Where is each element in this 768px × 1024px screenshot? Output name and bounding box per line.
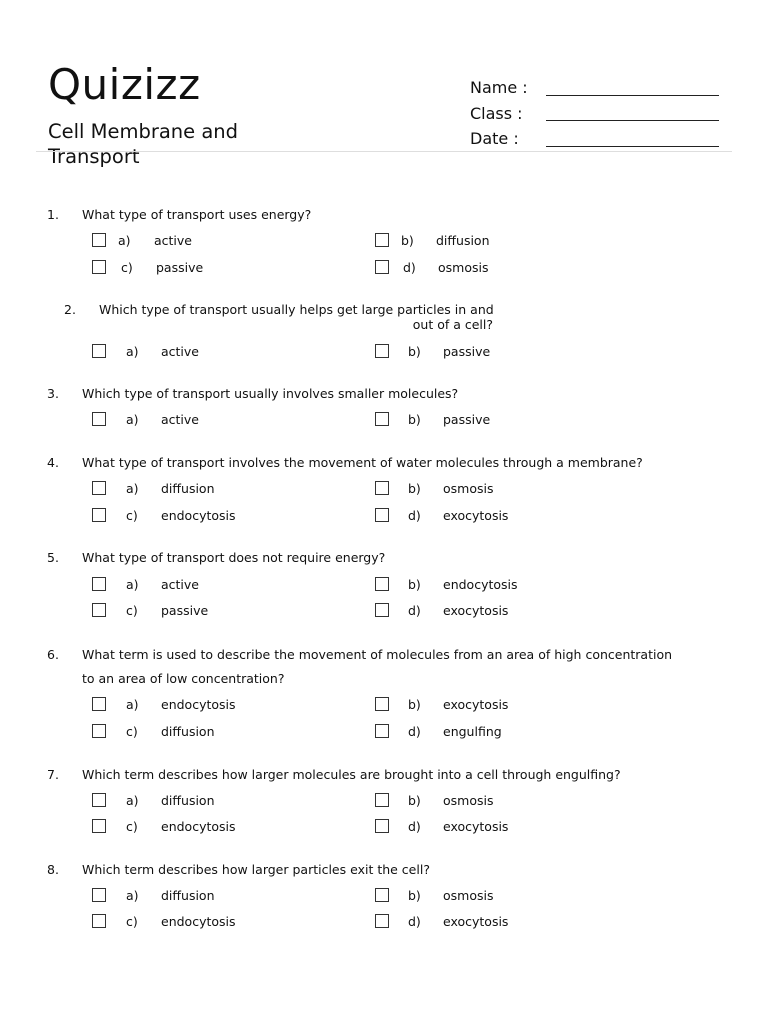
option-letter: b) xyxy=(408,697,421,712)
option-text: diffusion xyxy=(436,233,490,248)
option-text: exocytosis xyxy=(443,697,509,712)
question-text: What type of transport does not require energy? xyxy=(82,550,386,565)
question-text-line-2: out of a cell? xyxy=(412,317,493,332)
option-letter: a) xyxy=(126,481,139,496)
checkbox[interactable] xyxy=(92,724,106,738)
question-number: 8. xyxy=(47,862,59,877)
option-text: endocytosis xyxy=(161,508,236,523)
quiz-title: Cell Membrane and Transport xyxy=(48,120,239,168)
checkbox[interactable] xyxy=(375,233,389,247)
checkbox[interactable] xyxy=(92,793,106,807)
checkbox[interactable] xyxy=(375,508,389,522)
checkbox[interactable] xyxy=(375,697,389,711)
question-number: 6. xyxy=(47,647,59,662)
option-letter: d) xyxy=(408,914,421,929)
option-text: diffusion xyxy=(161,888,215,903)
question-text-line-1: Which type of transport usually helps get large particles in and xyxy=(99,302,494,317)
option-text: diffusion xyxy=(161,724,215,739)
option-text: endocytosis xyxy=(161,819,236,834)
option-text: diffusion xyxy=(161,481,215,496)
question-number: 4. xyxy=(47,455,59,470)
checkbox[interactable] xyxy=(92,603,106,617)
option-text: engulfing xyxy=(443,724,502,739)
option-text: diffusion xyxy=(161,793,215,808)
checkbox[interactable] xyxy=(375,819,389,833)
option-letter: b) xyxy=(408,412,421,427)
question-text-line-1: What term is used to describe the movement of molecules from an area of high concentration xyxy=(82,647,673,662)
option-letter: a) xyxy=(126,412,139,427)
checkbox[interactable] xyxy=(375,481,389,495)
option-letter: a) xyxy=(126,577,139,592)
option-letter: b) xyxy=(408,577,421,592)
checkbox[interactable] xyxy=(375,344,389,358)
question-number: 2. xyxy=(64,302,76,317)
option-letter: b) xyxy=(408,344,421,359)
checkbox[interactable] xyxy=(92,481,106,495)
option-letter: a) xyxy=(118,233,131,248)
option-letter: a) xyxy=(126,344,139,359)
question-text: What type of transport involves the movement of water molecules through a membrane? xyxy=(82,455,643,470)
option-text: active xyxy=(161,577,199,592)
option-letter: b) xyxy=(401,233,414,248)
question-number: 1. xyxy=(47,207,59,222)
question-text: Which type of transport usually involves smaller molecules? xyxy=(82,386,459,401)
checkbox[interactable] xyxy=(92,233,106,247)
question-number: 3. xyxy=(47,386,59,401)
name-label: Name : xyxy=(470,78,528,97)
option-text: passive xyxy=(443,344,491,359)
class-label: Class : xyxy=(470,104,523,123)
checkbox[interactable] xyxy=(375,793,389,807)
option-letter: b) xyxy=(408,888,421,903)
option-letter: c) xyxy=(126,724,138,739)
checkbox[interactable] xyxy=(375,888,389,902)
checkbox[interactable] xyxy=(92,344,106,358)
option-letter: c) xyxy=(126,914,138,929)
option-letter: b) xyxy=(408,481,421,496)
checkbox[interactable] xyxy=(92,508,106,522)
question-text: Which term describes how larger molecules are brought into a cell through engulfing? xyxy=(82,767,621,782)
checkbox[interactable] xyxy=(92,260,106,274)
checkbox[interactable] xyxy=(375,260,389,274)
option-text: osmosis xyxy=(443,888,494,903)
option-text: endocytosis xyxy=(161,914,236,929)
checkbox[interactable] xyxy=(92,819,106,833)
checkbox[interactable] xyxy=(375,724,389,738)
checkbox[interactable] xyxy=(92,697,106,711)
option-letter: d) xyxy=(408,819,421,834)
option-letter: a) xyxy=(126,697,139,712)
option-text: active xyxy=(161,412,199,427)
checkbox[interactable] xyxy=(92,577,106,591)
question-text-line-2: to an area of low concentration? xyxy=(82,671,285,686)
option-letter: a) xyxy=(126,793,139,808)
option-text: passive xyxy=(161,603,209,618)
option-text: exocytosis xyxy=(443,508,509,523)
option-text: endocytosis xyxy=(161,697,236,712)
checkbox[interactable] xyxy=(375,412,389,426)
option-letter: c) xyxy=(126,508,138,523)
option-text: endocytosis xyxy=(443,577,518,592)
checkbox[interactable] xyxy=(375,603,389,617)
option-text: osmosis xyxy=(438,260,489,275)
option-text: active xyxy=(154,233,192,248)
date-label: Date : xyxy=(470,129,519,148)
option-text: passive xyxy=(156,260,204,275)
option-text: exocytosis xyxy=(443,819,509,834)
option-letter: d) xyxy=(408,724,421,739)
question-number: 7. xyxy=(47,767,59,782)
option-text: osmosis xyxy=(443,481,494,496)
brand-logo: Quizizz xyxy=(48,60,201,109)
checkbox[interactable] xyxy=(375,914,389,928)
checkbox[interactable] xyxy=(92,914,106,928)
option-letter: d) xyxy=(408,603,421,618)
option-letter: a) xyxy=(126,888,139,903)
question-text: Which term describes how larger particles exit the cell? xyxy=(82,862,430,877)
checkbox[interactable] xyxy=(92,412,106,426)
option-text: osmosis xyxy=(443,793,494,808)
option-letter: b) xyxy=(408,793,421,808)
checkbox[interactable] xyxy=(92,888,106,902)
option-letter: d) xyxy=(403,260,416,275)
option-letter: c) xyxy=(121,260,133,275)
class-line[interactable] xyxy=(546,120,719,121)
question-number: 5. xyxy=(47,550,59,565)
question-text: What type of transport uses energy? xyxy=(82,207,312,222)
checkbox[interactable] xyxy=(375,577,389,591)
option-text: passive xyxy=(443,412,491,427)
date-line[interactable] xyxy=(546,146,719,147)
option-letter: c) xyxy=(126,603,138,618)
name-line[interactable] xyxy=(546,95,719,96)
header-divider xyxy=(36,151,732,152)
option-text: active xyxy=(161,344,199,359)
option-text: exocytosis xyxy=(443,603,509,618)
option-text: exocytosis xyxy=(443,914,509,929)
option-letter: d) xyxy=(408,508,421,523)
option-letter: c) xyxy=(126,819,138,834)
